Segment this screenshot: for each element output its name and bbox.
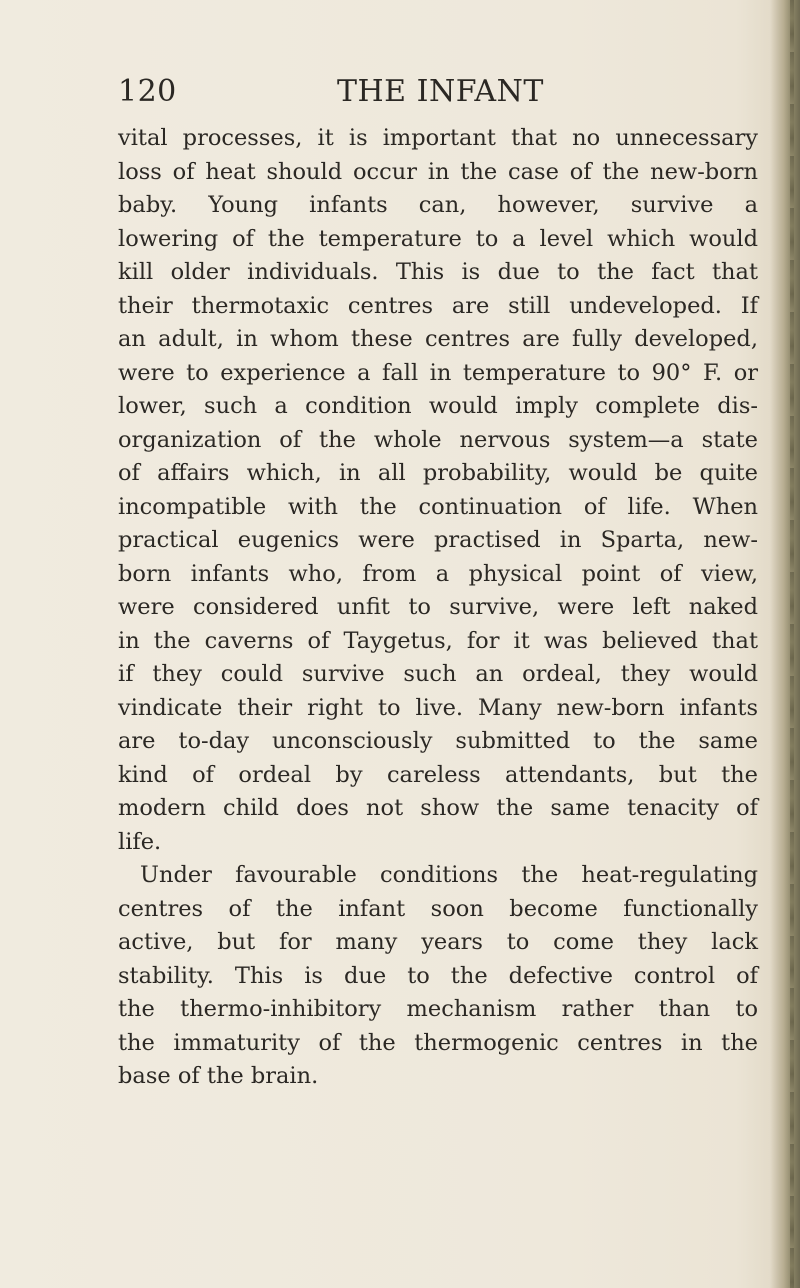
text-line: organization of the whole nervous system—a state bbox=[118, 426, 758, 453]
text-line: baby. Young infants can, however, survive a bbox=[118, 192, 758, 218]
text-line: born infants who, from a physical point of view, bbox=[118, 560, 758, 587]
paragraph-end-line: base of the brain. bbox=[118, 1063, 319, 1089]
text-line: stability. This is due to the defective control of bbox=[118, 962, 758, 989]
text-line: an adult, in whom these centres are fully developed, bbox=[118, 326, 758, 352]
text-line: modern child does not show the same tenacity of bbox=[118, 795, 758, 821]
page-number: 120 bbox=[118, 74, 177, 109]
paragraph-end-line: life. bbox=[118, 828, 162, 855]
text-line: centres of the infant soon become functionally bbox=[118, 895, 758, 922]
text-line: lower, such a condition would imply complete dis- bbox=[118, 393, 758, 419]
text-line: lowering of the temperature to a level which would bbox=[118, 225, 758, 252]
text-line: vital processes, it is important that no unnecessary bbox=[118, 125, 758, 151]
text-line: loss of heat should occur in the case of the new-born bbox=[118, 158, 758, 185]
text-line: practical eugenics were practised in Sparta, new- bbox=[118, 527, 758, 553]
text-line: vindicate their right to live. Many new-born infants bbox=[118, 694, 758, 721]
text-line: active, but for many years to come they lack bbox=[118, 929, 758, 955]
text-line: in the caverns of Taygetus, for it was believed that bbox=[118, 627, 758, 654]
paragraph-start-line: Under favourable conditions the heat-regulating bbox=[140, 862, 758, 888]
text-line: the thermo-inhibitory mechanism rather than to bbox=[118, 996, 758, 1022]
text-line: were to experience a fall in temperature to 90° F. or bbox=[118, 359, 758, 386]
text-line: incompatible with the continuation of life. When bbox=[118, 493, 758, 520]
page-header bbox=[0, 74, 800, 114]
page-edge bbox=[790, 0, 794, 1288]
text-line: of affairs which, in all probability, would be quite bbox=[118, 460, 758, 486]
text-line: the immaturity of the thermogenic centres in the bbox=[118, 1029, 758, 1056]
running-head: THE INFANT bbox=[337, 74, 544, 109]
text-line: kill older individuals. This is due to the fact that bbox=[118, 259, 758, 285]
text-line: are to-day unconsciously submitted to the same bbox=[118, 728, 758, 754]
page-gutter-shadow bbox=[770, 0, 800, 1288]
text-line: kind of ordeal by careless attendants, but the bbox=[118, 761, 758, 788]
text-line: if they could survive such an ordeal, they would bbox=[118, 661, 758, 687]
text-line: were considered unfit to survive, were left naked bbox=[118, 594, 758, 620]
text-line: their thermotaxic centres are still undeveloped. If bbox=[118, 292, 758, 319]
body-text bbox=[118, 122, 758, 1094]
